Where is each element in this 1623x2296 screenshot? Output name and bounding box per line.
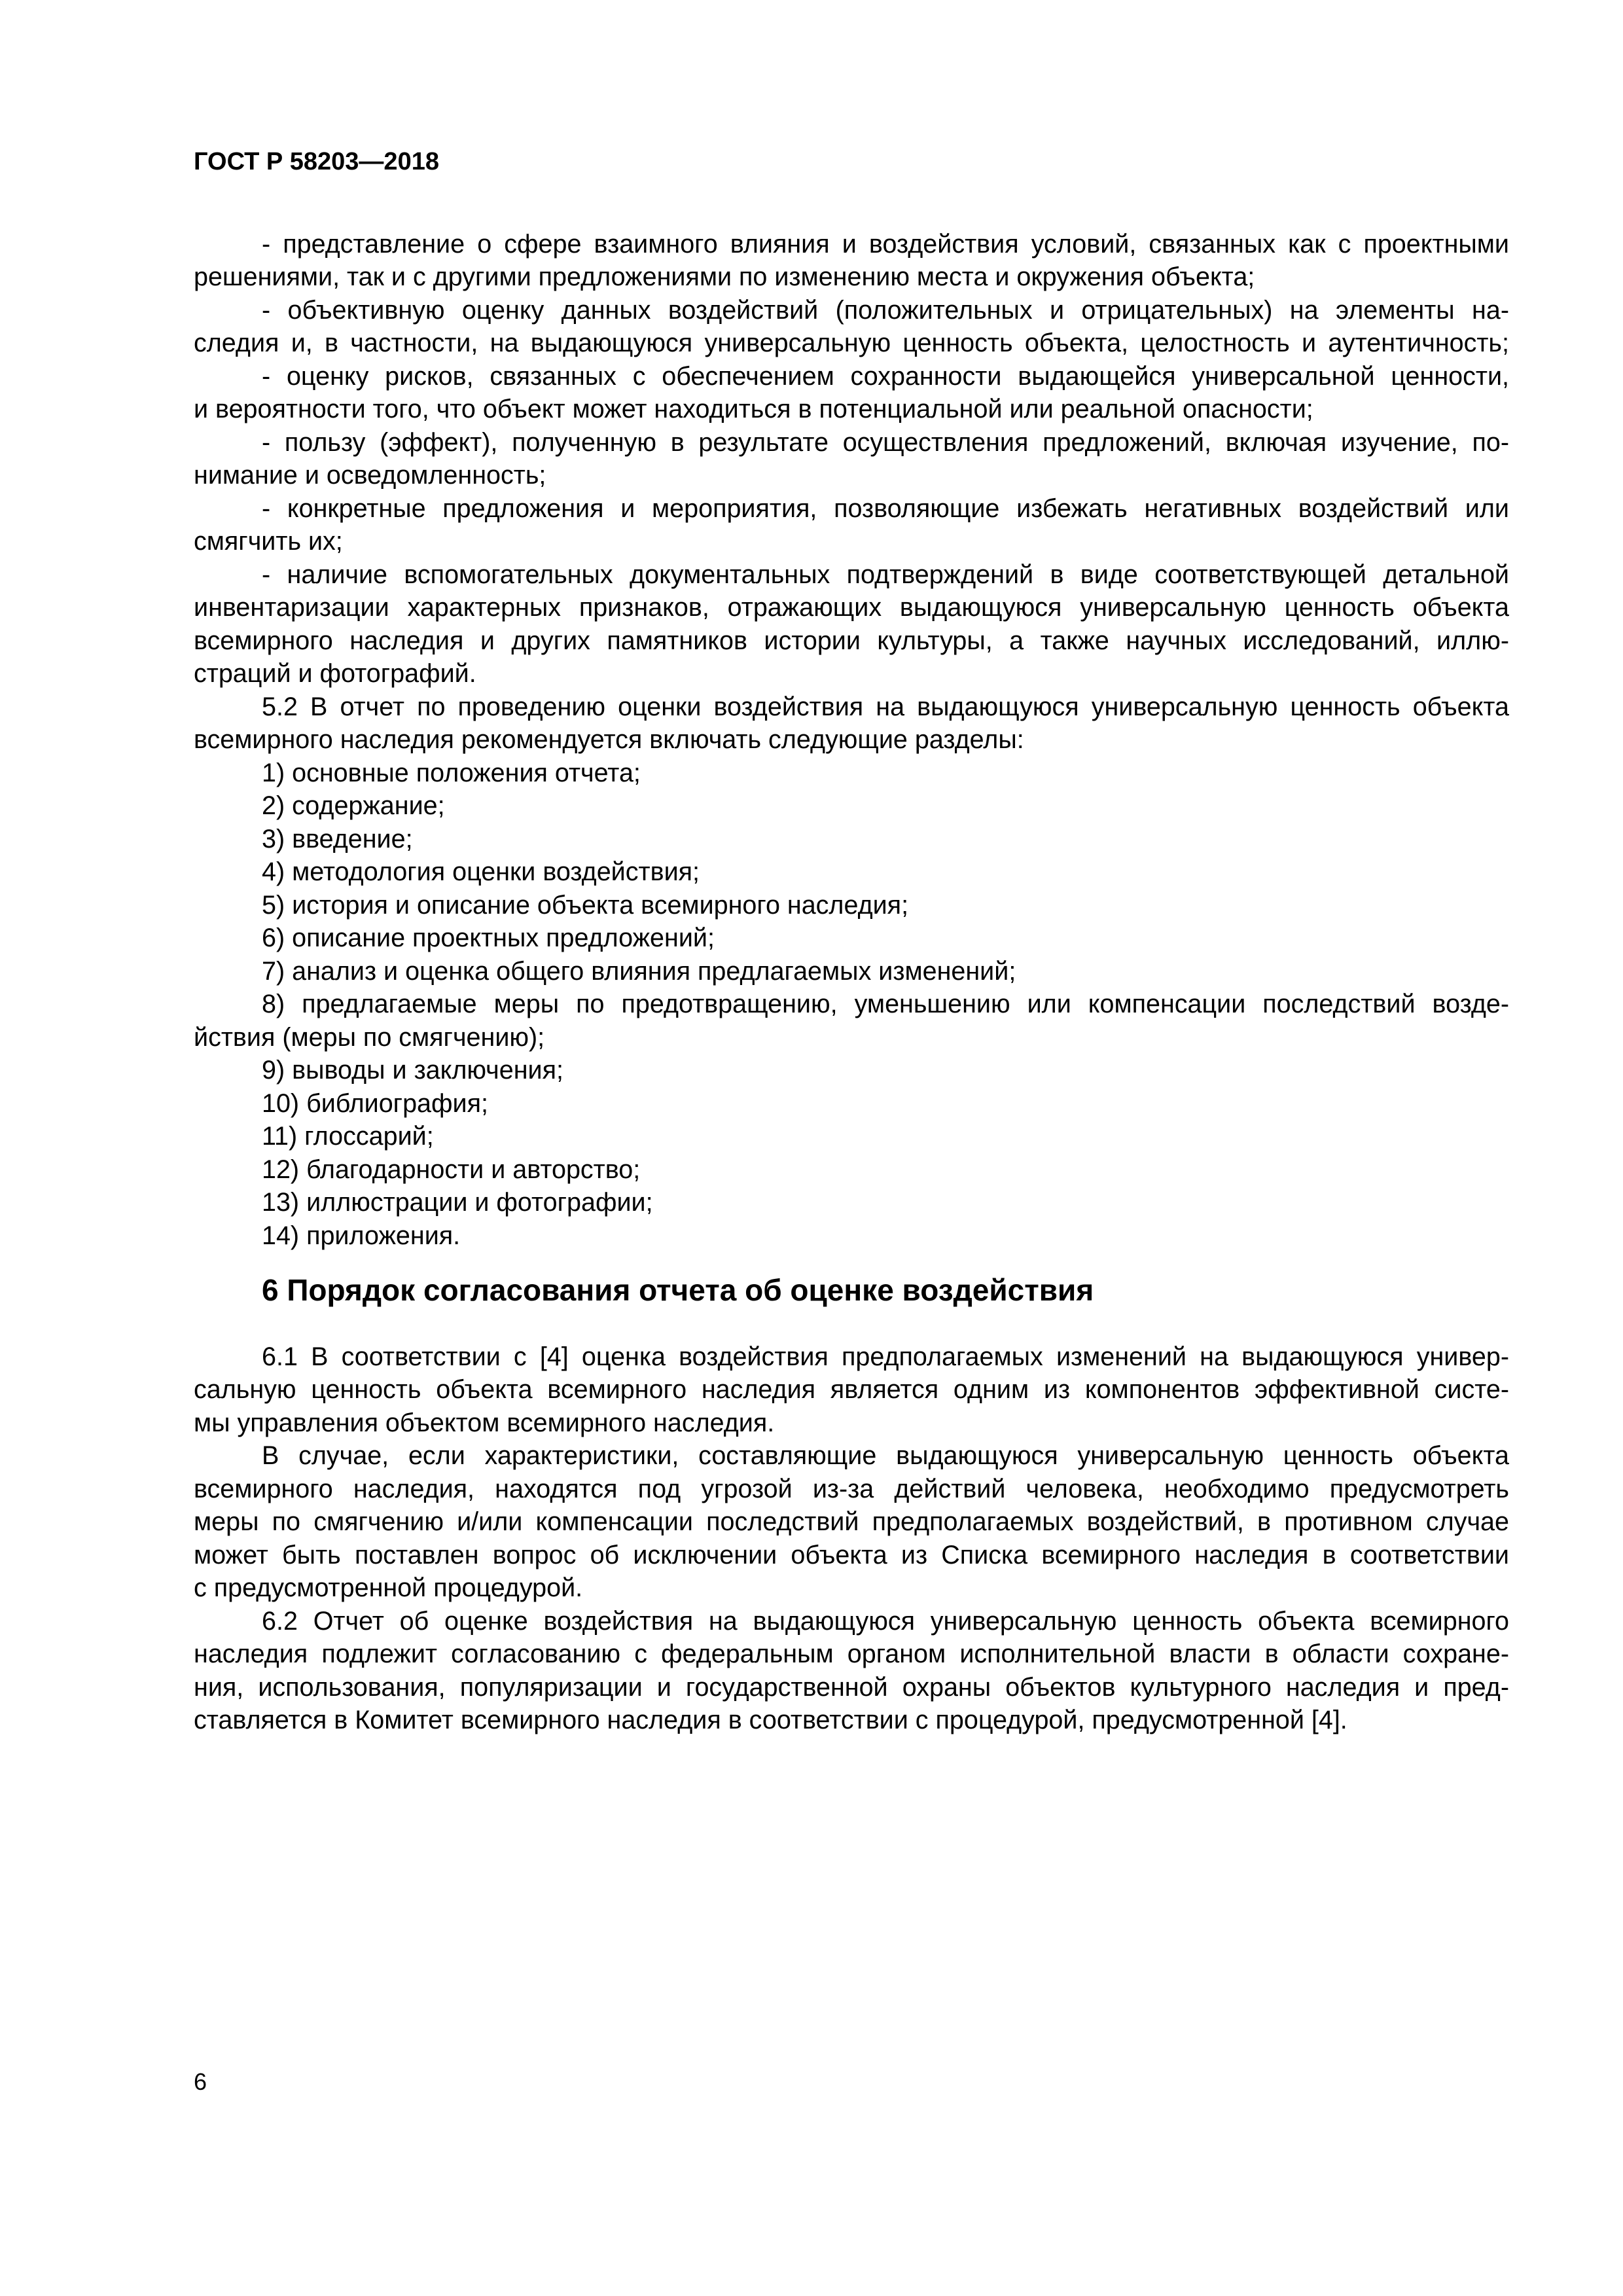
list-item: 5) история и описание объекта всемирного наследия; [262,891,909,920]
text-line: меры по смягчению и/или компенсации последствий предполагаемых воздействий, в противном случае [194,1507,1509,1536]
text-line: - представление о сфере взаимного влияния и воздействия условий, связанных как с проектными [262,230,1509,259]
list-item-continuation: йствия (меры по смягчению); [194,1023,545,1052]
text-line: ставляется в Комитет всемирного наследия в соответствии с процедурой, предусмотренной [4]. [194,1706,1347,1734]
text-line: - конкретные предложения и мероприятия, позволяющие избежать негативных воздействий или [262,494,1509,523]
list-item: 2) содержание; [262,791,445,820]
list-item: 3) введение; [262,825,413,853]
text-line: с предусмотренной процедурой. [194,1573,583,1602]
list-item: 8) предлагаемые меры по предотвращению, уменьшению или компенсации последствий возде- [262,990,1509,1018]
list-item: 10) библиография; [262,1089,488,1118]
text-line: нимание и осведомленность; [194,461,546,490]
text-line: инвентаризации характерных признаков, отражающих выдающуюся универсальную ценность объекта [194,593,1509,622]
text-line: следия и, в частности, на выдающуюся универсальную ценность объекта, целостность и аутентичность; [194,329,1509,357]
text-line: 5.2 В отчет по проведению оценки воздействия на выдающуюся универсальную ценность объекта [262,692,1509,721]
text-line: может быть поставлен вопрос об исключении объекта из Списка всемирного наследия в соответствии [194,1541,1509,1570]
text-line: смягчить их; [194,527,343,556]
text-line: ния, использования, популяризации и государственной охраны объектов культурного наследия и пред- [194,1673,1509,1702]
text-line: - наличие вспомогательных документальных подтверждений в виде соответствующей детальной [262,560,1509,589]
page-number: 6 [194,2068,207,2095]
text-line: - объективную оценку данных воздействий (положительных и отрицательных) на элементы на- [262,296,1509,325]
text-line: и вероятности того, что объект может находиться в потенциальной или реальной опасности; [194,395,1313,423]
text-line: наследия подлежит согласованию с федеральным органом исполнительной власти в области сохране- [194,1640,1509,1668]
text-line: всемирного наследия, находятся под угрозой из-за действий человека, необходимо предусмотреть [194,1475,1509,1503]
text-line: сальную ценность объекта всемирного наследия является одним из компонентов эффективной систе- [194,1375,1509,1404]
text-line: страций и фотографий. [194,659,476,688]
text-line: 6.2 Отчет об оценке воздействия на выдающуюся универсальную ценность объекта всемирного [262,1607,1509,1636]
text-line: всемирного наследия рекомендуется включать следующие разделы: [194,725,1024,754]
text-line: решениями, так и с другими предложениями по изменению места и окружения объекта; [194,262,1255,291]
text-line: - оценку рисков, связанных с обеспечением сохранности выдающейся универсальной ценности, [262,362,1509,391]
section-heading: 6 Порядок согласования отчета об оценке воздействия [262,1273,1094,1307]
text-line: всемирного наследия и других памятников истории культуры, а также научных исследований, иллю- [194,626,1509,655]
list-item: 9) выводы и заключения; [262,1056,563,1085]
text-line: 6.1 В соответствии с [4] оценка воздействия предполагаемых изменений на выдающуюся универ- [262,1342,1509,1371]
list-item: 1) основные положения отчета; [262,759,641,787]
list-item: 6) описание проектных предложений; [262,924,715,952]
list-item: 12) благодарности и авторство; [262,1155,641,1184]
list-item: 7) анализ и оценка общего влияния предлагаемых изменений; [262,957,1016,986]
list-item: 13) иллюстрации и фотографии; [262,1188,653,1217]
text-line: мы управления объектом всемирного наследия. [194,1408,775,1437]
text-line: В случае, если характеристики, составляющие выдающуюся универсальную ценность объекта [262,1441,1509,1470]
list-item: 4) методология оценки воздействия; [262,857,700,886]
list-item: 11) глоссарий; [262,1122,434,1151]
list-item: 14) приложения. [262,1221,461,1250]
document-header: ГОСТ Р 58203—2018 [194,148,439,175]
text-line: - пользу (эффект), полученную в результате осуществления предложений, включая изучение, по- [262,428,1509,457]
